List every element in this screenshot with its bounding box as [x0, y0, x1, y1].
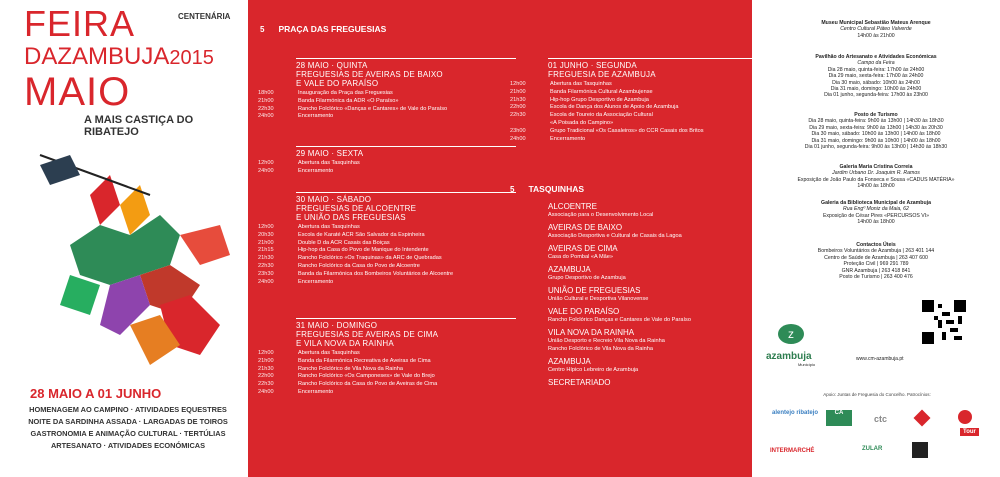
title-azambuja: DAZAMBUJA2015: [24, 43, 214, 70]
tasquinhas-list: ALCOENTRE Associação para o Desenvolvimento Local AVEIRAS DE BAIXO Associação Desportiva e Cultural de Casais da Lagoa AVEIRAS DE CIMA Casa do Pombal «A Mãe» AZAMBUJA Grupo Desportivo de Azambuja UNIÃO DE FREGUESIAS União Cultural e Desportiva Vilanovense VALE DO PARAÍSO Rancho Folclórico Danças e Cantares de Vale do Paraíso VILA NOVA DA RAINHA União Desporto e Recreio Vila Nova da Rainha Rancho Folclórico de Vila Nova da Rainha AZAMBUJA Centro Hípico Lebreiro de Azambuja SECRETARIADO: [548, 202, 768, 391]
sponsor-logo: alentejo ribatejo: [772, 410, 819, 416]
title-maio: MAIO: [24, 70, 131, 114]
sponsor-logo: ctc: [874, 414, 888, 424]
day-heading: 28 MAIO · QUINTA: [296, 61, 368, 70]
day-block-29: 29 MAIO · SEXTA 12h00 Abertura das Tasquinhas 24h00 Encerramento: [258, 146, 488, 176]
activities-list: [12, 404, 244, 452]
subtitle: A MAIS CASTIÇA DO RIBATEJO: [84, 114, 194, 138]
sponsor-logo: [914, 410, 931, 427]
day-block-28: 28 MAIO · QUINTA FREGUESIAS DE AVEIRAS DE BAIXO E VALE DO PARAÍSO 18h00 Inauguração da Praça das Freguesias 21h00 Banda Filarmónica da ADR «O Paraíso» 22h30 Rancho Folclórico «Danças e Cantares» de Vale do Paraíso 24h00 Encerramento: [258, 58, 488, 121]
sponsor-logo: ZULAR: [862, 446, 883, 452]
info-block: Posto de Turismo Dia 28 maio, quinta-feira: 9h00 às 13h00 | 14h30 às 18h30 Dia 29 maio, sexta-feira: 9h00 às 13h00 | 14h30 às 20h30 Dia 30 maio, sábado: 10h00 às 13h00 | 14h00 às 18h00 Dia 31 maio, domingo: 9h00 às 10h00 | 14h00 às 18h00 Dia 01 junho, segunda-feira: 9h00 às 13h00 | 14h30 às 18h30: [804, 112, 948, 151]
day-block-01: 01 JUNHO · SEGUNDA FREGUESIA DE AZAMBUJA 12h00 Abertura das Tasquinhas 21h00 Banda Filarmónica Cultural Azambujense 21h30 Hip-hop Grupo Desportivo de Azambuja 22h00 Escola de Dança dos Alunos de Apoio de Azambuja 22h30 Escola de Toureio da Associação Cultural «A Poisada do Campino» 23h00 Grupo Tradicional «Os Casaleiros» do CCR Casais dos Britos 24h00 Encerramento: [510, 58, 740, 143]
info-block: Pavilhão do Artesanato e Atividades Económicas Campo da Feira Dia 28 maio, quinta-feira: 17h00 às 24h00 Dia 29 maio, sexta-feira: 17h00 às 24h00 Dia 30 maio, sábado: 10h00 às 24h00 Dia 31 maio, domingo: 10h00 às 24h00 Dia 01 junho, segunda-feira: 17h00 às 23h00: [815, 54, 937, 99]
activity-line: GASTRONOMIA E ANIMAÇÃO CULTURAL · TERTÚLIAS: [30, 429, 226, 438]
svg-text:z: z: [788, 327, 794, 341]
activity-line: ARTESANATO · ATIVIDADES ECONÓMICAS: [50, 441, 206, 450]
info-block: Galeria Maria Cristina Correia Jardim Urbano Dr. Joaquim R. Ramos Exposição de João Paulo da Fonseca e Sousa «CADUS MATÉRIA» 14h00 às 18h00: [797, 164, 955, 190]
sponsor-logo: INTERMARCHÉ: [770, 448, 815, 454]
sponsor-logo: [912, 442, 928, 458]
day-block-31: 31 MAIO · DOMINGO FREGUESIAS DE AVEIRAS DE CIMA E VILA NOVA DA RAINHA 12h00 Abertura das Tasquinhas 21h00 Banda da Filarmónica Recreativa de Aveiras de Cima 21h30 Rancho Folclórico de Vila Nova da Rainha 22h00 Rancho Folclórico «Os Camponeses» de Vale do Brejo 22h30 Rancho Folclórico da Casa do Povo de Aveiras de Cima 24h00 Encerramento: [258, 318, 488, 397]
centenaria-label: CENTENÁRIA: [178, 12, 231, 21]
section-praca: 5 PRAÇA DAS FREGUESIAS: [260, 24, 387, 34]
program-panel: [248, 0, 752, 477]
info-block: Galeria da Biblioteca Municipal de Azambuja Rua Engº Moniz da Maia, 62 Exposição de César Pires «PERCURSOS VI» 14h00 às 18h00: [821, 200, 931, 226]
day-block-30: 30 MAIO · SÁBADO FREGUESIAS DE ALCOENTRE E UNIÃO DAS FREGUESIAS 12h00 Abertura das Tasquinhas 20h30 Escola de Karaté ACR São Salvador da Espinheira 21h00 Double D da ACR Casais das Boiças 21h15 Hip-hop da Casa do Povo de Manique do Intendente 21h30 Rancho Folclórico «Os Traquinas» da ARC de Quebradas 22h30 Rancho Folclórico da Casa do Povo de Alcoentre 23h30 Banda da Filarmónica dos Bombeiros Voluntários de Alcoentre 24h00 Encerramento: [258, 192, 488, 286]
section-tasquinhas: 5 TASQUINHAS: [510, 184, 585, 194]
tasquinha-desc-line: Rancho Folclórico de Vila Nova da Rainha: [548, 346, 653, 352]
website-link[interactable]: www.cm-azambuja.pt: [856, 356, 904, 362]
qr-code[interactable]: [922, 300, 966, 344]
sponsor-logo: [958, 410, 972, 424]
sponsor-logo: CA: [826, 410, 852, 426]
sponsor-logo: Tour: [960, 428, 979, 436]
poster-left-panel: [0, 0, 248, 477]
info-block-contacts: Contactos Úteis Bombeiros Voluntários de Azambuja | 263 401 144 Centro de Saúde de Azambuja | 263 407 600 Proteção Civil | 969 291 789 GNR Azambuja | 263 418 841 Posto de Turismo | 263 400 476: [817, 242, 935, 281]
info-panel: [752, 0, 1000, 477]
tasquinha-desc-line: União Desporto e Recreio Vila Nova da Rainha: [548, 338, 665, 344]
activity-line: HOMENAGEM AO CAMPINO · ATIVIDADES EQUESTRES: [29, 405, 227, 414]
info-block: Museu Municipal Sebastião Mateus Arenque Centro Cultural Páteo Valverde 14h00 às 21h00: [821, 20, 931, 39]
title-feira: FEIRA: [24, 3, 136, 44]
activity-line: NOITE DA SARDINHA ASSADA · LARGADAS DE TOIROS: [28, 417, 228, 426]
azambuja-municipality-logo: z azambuja Município: [776, 322, 815, 367]
sponsor-logos: Apoio: Juntas de Freguesia do Concelho. Patrocínios: alentejo ribatejo CA ctc INTERMARCHÉ ZULAR Tour: [762, 392, 992, 397]
event-dates: 28 MAIO A 01 JUNHO: [30, 386, 162, 401]
